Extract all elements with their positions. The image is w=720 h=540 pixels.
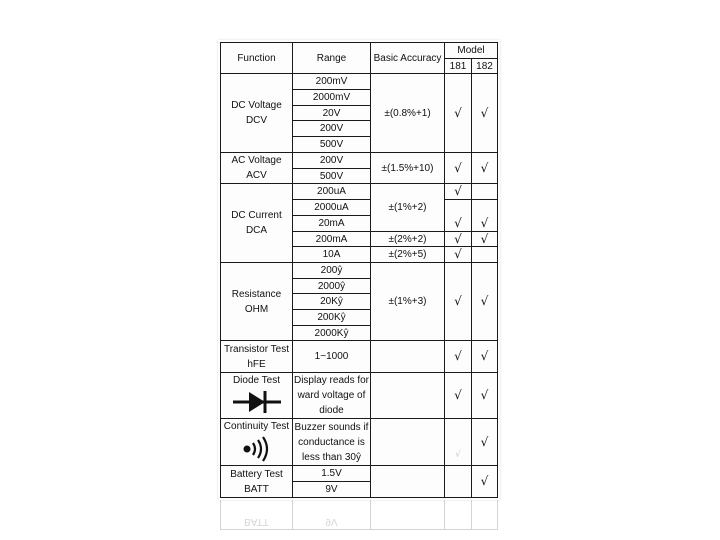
- function-name: DC Current: [231, 210, 282, 221]
- range-diode: [293, 373, 370, 418]
- check-mark: √: [480, 474, 489, 488]
- range-line-text: Display reads for: [293, 375, 370, 386]
- range-cell: 200V: [319, 123, 344, 134]
- range-line-text: Buzzer sounds if: [294, 421, 369, 433]
- sheet-reflection: [218, 500, 500, 530]
- check-mark-faint: √: [455, 449, 461, 460]
- header-accuracy: Basic Accuracy: [373, 52, 442, 64]
- accuracy-dca-3: ±(2%+5): [388, 249, 427, 260]
- accuracy-acv: ±(1.5%+10): [381, 162, 434, 174]
- range-cell: 20Kŷ: [320, 296, 343, 307]
- accuracy-dcv: ±(0.8%+1): [384, 107, 431, 119]
- range-line-text: conductance is: [298, 436, 365, 448]
- reflection-line: [497, 500, 498, 530]
- function-abbr: BATT: [244, 483, 269, 495]
- accuracy-dca-1: ±(1%+2): [388, 202, 427, 213]
- function-dca: [221, 184, 292, 262]
- check-mark: √: [480, 294, 489, 308]
- check-mark: √: [480, 216, 489, 230]
- accuracy-ohm: ±(1%+3): [388, 296, 427, 307]
- check-mark: √: [480, 349, 489, 363]
- function-battery: [221, 466, 292, 497]
- function-continuity: [221, 419, 292, 465]
- function-ohm: [221, 263, 292, 340]
- function-abbr: OHM: [244, 303, 269, 315]
- function-name: Diode Test: [232, 375, 281, 386]
- check-gap-line: [444, 199, 498, 200]
- header-model: Model: [457, 45, 485, 56]
- header-model-181: 181: [449, 60, 467, 72]
- range-cell: 200ŷ: [320, 265, 343, 276]
- check-mark: √: [480, 160, 489, 175]
- range-cell: 2000mV: [312, 92, 351, 103]
- function-diode: [221, 373, 292, 418]
- range-cell: 10A: [322, 249, 341, 260]
- border-right: [497, 42, 498, 498]
- range-cell: 9V: [325, 484, 338, 495]
- range-cell: 200Kŷ: [317, 312, 346, 323]
- reflection-line: [471, 500, 472, 530]
- range-cell: 1.5V: [321, 468, 342, 479]
- spec-sheet: [218, 40, 500, 500]
- accuracy-dca-2: ±(2%+2): [388, 233, 427, 245]
- reflection-line: [220, 529, 498, 530]
- reflection-line: [370, 500, 371, 530]
- check-gap-line: [471, 183, 498, 184]
- border-bottom: [220, 497, 498, 498]
- function-name: Continuity Test: [223, 421, 290, 432]
- function-name: DC Voltage: [231, 100, 282, 111]
- function-hfe: [221, 341, 292, 372]
- check-mark: √: [454, 231, 462, 246]
- range-line-text: ward voltage of: [297, 390, 366, 401]
- check-mark: √: [454, 247, 462, 261]
- function-abbr: DCV: [245, 115, 268, 126]
- reflection-line: [444, 500, 445, 530]
- reflection-text: 9V: [325, 516, 338, 527]
- range-cell: 500V: [319, 170, 344, 182]
- range-cell: 200uA: [317, 186, 346, 197]
- function-name: Transistor Test: [223, 343, 290, 355]
- header-function: Function: [237, 52, 276, 64]
- range-cell: 200V: [319, 155, 344, 166]
- range-hfe: 1~1000: [314, 351, 349, 362]
- header-range: Range: [316, 52, 347, 64]
- reflection-content: [218, 500, 500, 530]
- range-cell: 2000uA: [314, 202, 349, 213]
- function-dcv: [221, 74, 292, 152]
- check-mark: √: [454, 105, 462, 120]
- buzzer-icon: [242, 436, 272, 462]
- reflection-text: BATT: [244, 516, 269, 527]
- check-mark: √: [454, 216, 462, 230]
- function-name: Battery Test: [230, 468, 283, 480]
- function-name: AC Voltage: [231, 155, 282, 166]
- check-mark: √: [480, 388, 489, 402]
- function-abbr: DCA: [245, 225, 268, 236]
- range-cell: 500V: [319, 139, 344, 150]
- check-mark: √: [480, 105, 489, 120]
- function-acv: [221, 153, 292, 183]
- check-mark: √: [480, 231, 489, 246]
- check-mark: √: [454, 388, 462, 402]
- function-abbr: ACV: [246, 170, 267, 181]
- check-mark: √: [454, 349, 462, 363]
- range-cell: 2000Kŷ: [314, 327, 349, 339]
- range-line-text: less than 30ŷ: [302, 451, 361, 463]
- range-cell: 2000ŷ: [317, 280, 346, 292]
- check-mark: √: [454, 160, 462, 175]
- range-cell: 200mA: [315, 233, 348, 245]
- range-cell: 200mV: [315, 76, 348, 87]
- check-mark: √: [480, 434, 489, 449]
- range-continuity: [293, 419, 370, 465]
- check-mark: √: [454, 184, 462, 198]
- header-model-182: 182: [476, 60, 493, 72]
- function-name: Resistance: [231, 288, 282, 300]
- range-cell: 20V: [322, 107, 341, 119]
- diode-icon: [233, 390, 281, 414]
- range-cell: 20mA: [318, 218, 345, 229]
- check-mark: √: [454, 294, 462, 308]
- function-abbr: hFE: [247, 358, 266, 370]
- range-line-text: diode: [319, 405, 344, 416]
